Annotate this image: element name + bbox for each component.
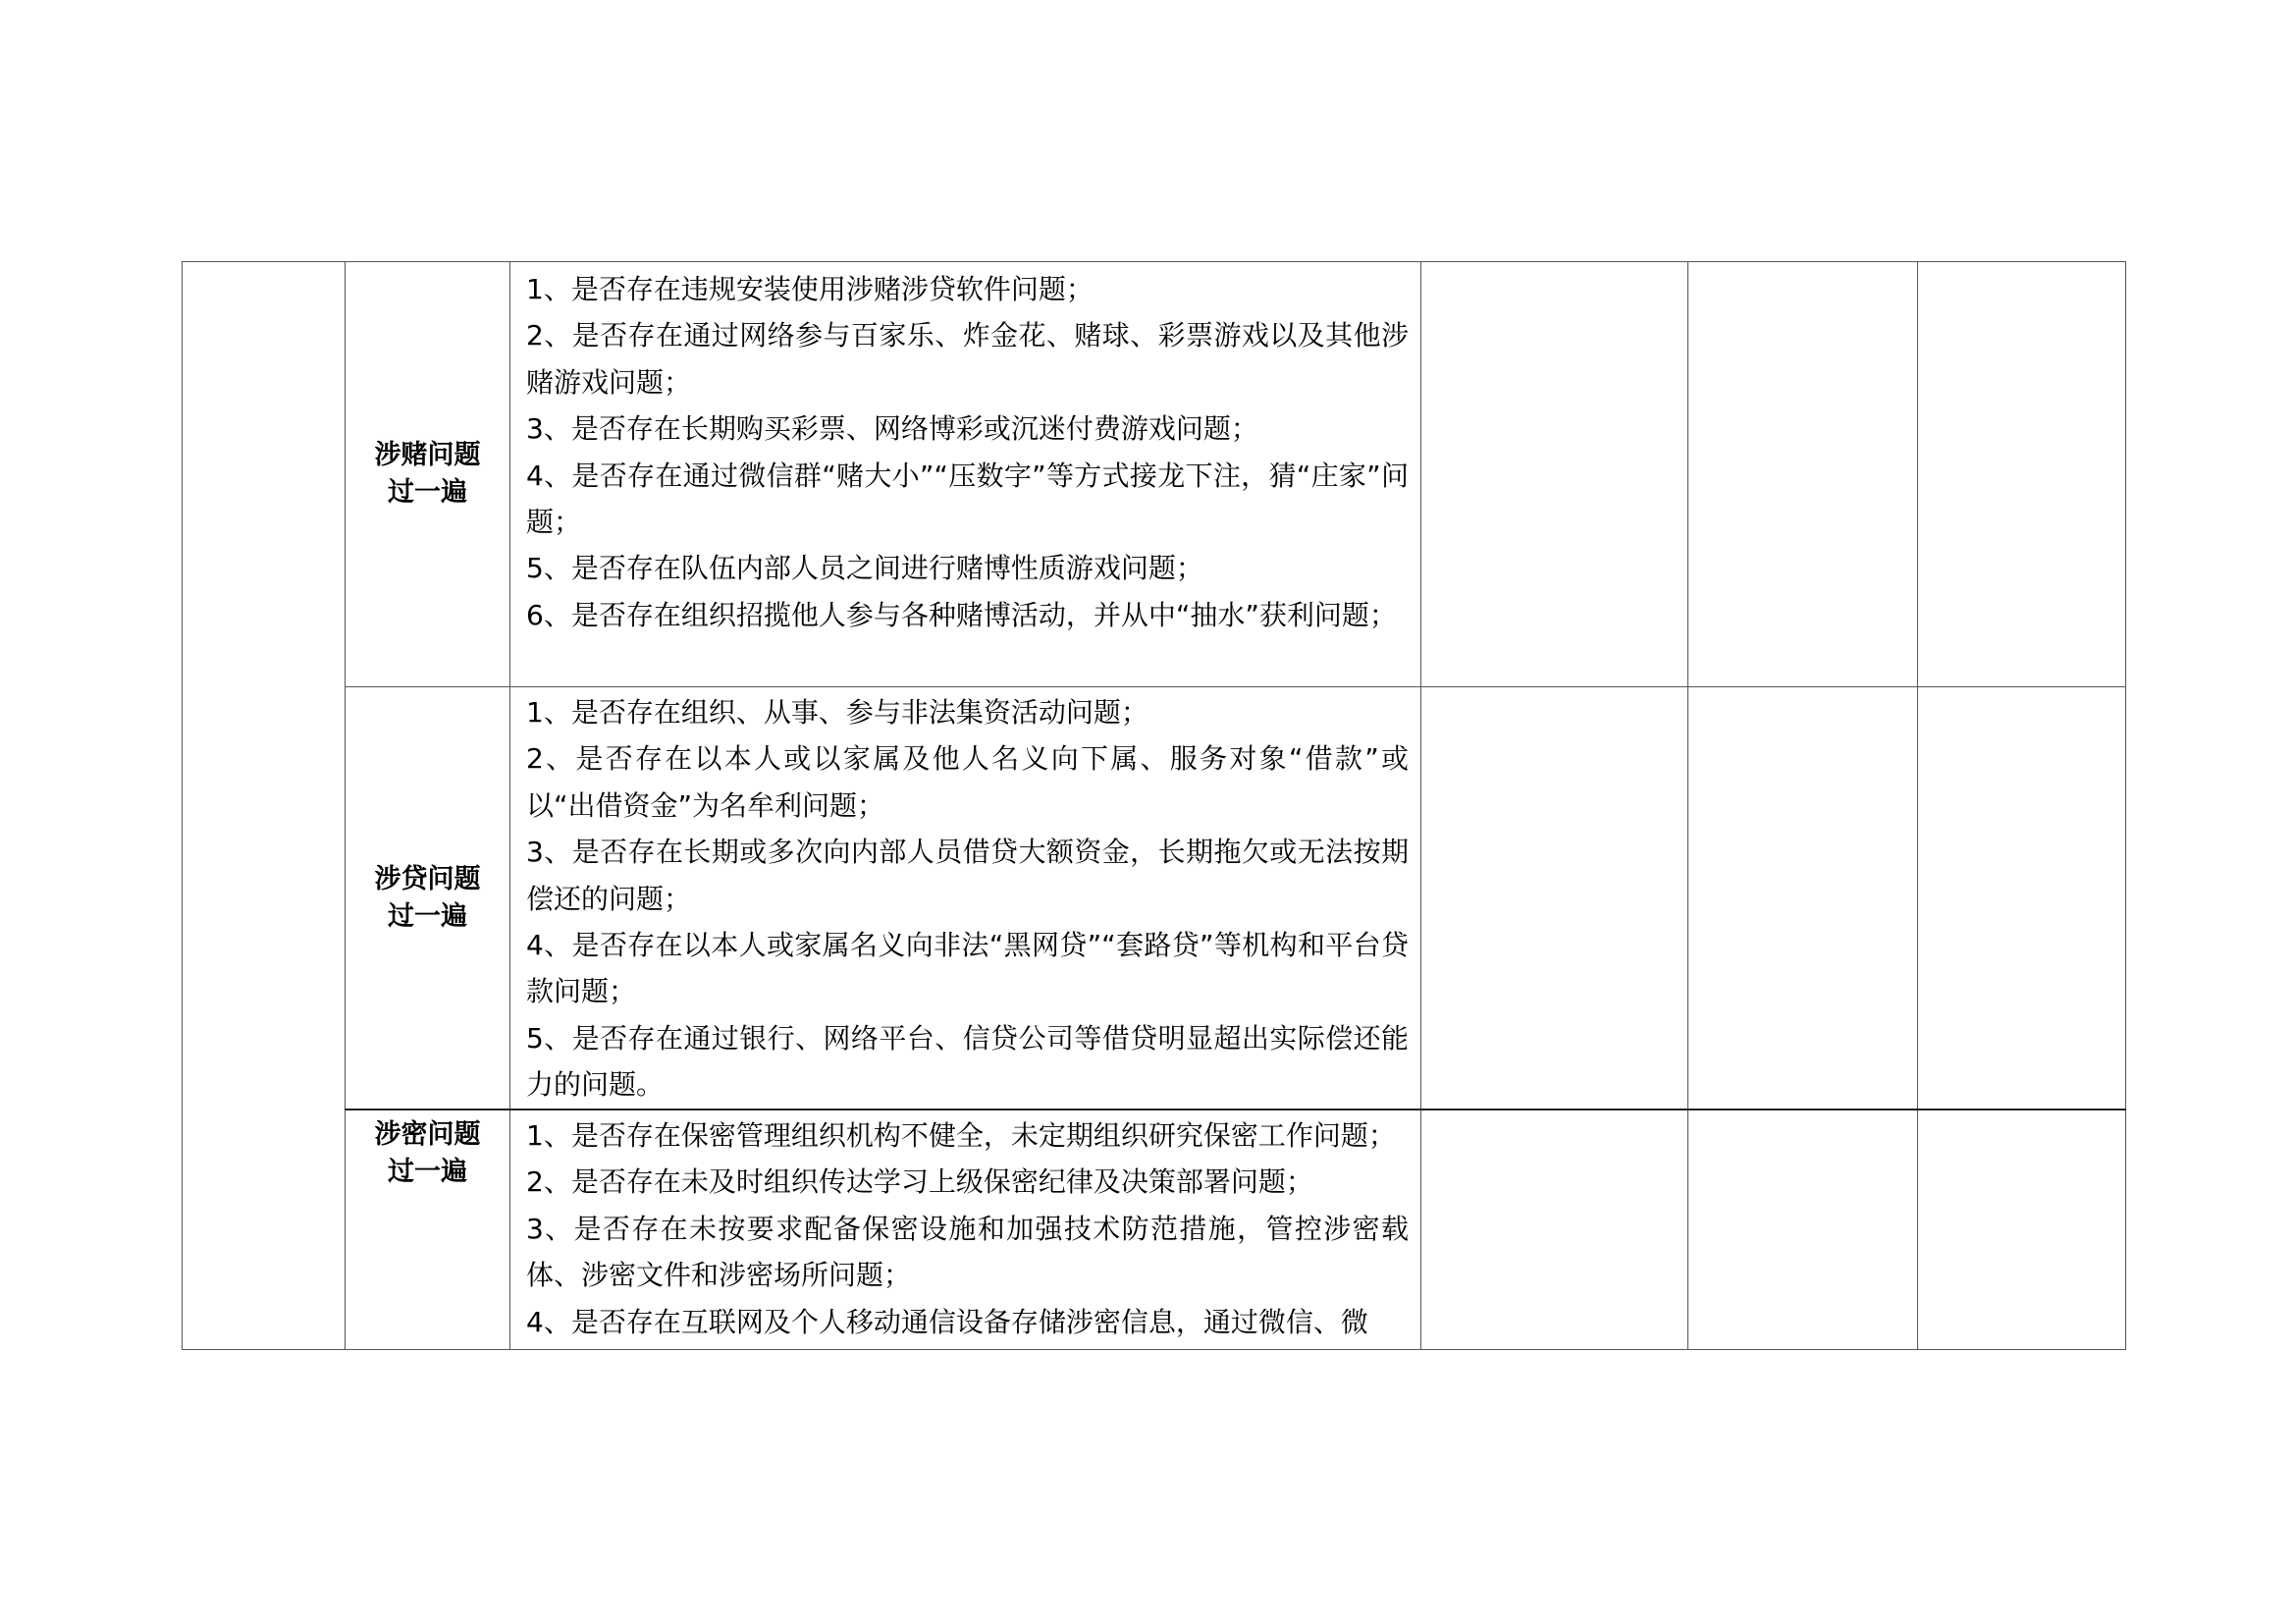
empty-cell: [1688, 687, 1918, 1110]
category-label: 涉密问题: [374, 1119, 481, 1150]
empty-cell: [1421, 687, 1688, 1110]
category-sublabel: 过一遍: [388, 900, 467, 932]
category-sublabel: 过一遍: [388, 477, 467, 508]
items-cell-loans: [510, 687, 1421, 1110]
list-item: 3、是否存在未按要求配备保密设施和加强技术防范措施，管控涉密载体、涉密文件和涉密场所问题；: [526, 1212, 1409, 1292]
list-item: 4、是否存在互联网及个人移动通信设备存储涉密信息，通过微信、微: [526, 1305, 1368, 1338]
list-item: 1、是否存在保密管理组织机构不健全，未定期组织研究保密工作问题；: [526, 1119, 1396, 1152]
empty-cell: [1421, 1110, 1688, 1350]
table-row-gambling: [183, 262, 2126, 687]
list-item: 2、是否存在通过网络参与百家乐、炸金花、赌球、彩票游戏以及其他涉赌游戏问题；: [526, 319, 1409, 399]
empty-cell: [1918, 1110, 2126, 1350]
items-cell-gambling: [510, 262, 1421, 687]
category-cell-secrets: [346, 1110, 510, 1350]
empty-cell: [1918, 262, 2126, 687]
list-item: 1、是否存在违规安装使用涉赌涉贷软件问题；: [526, 273, 1094, 305]
list-item: 3、是否存在长期或多次向内部人员借贷大额资金，长期拖欠或无法按期偿还的问题；: [526, 836, 1409, 915]
list-item: 6、是否存在组织招揽他人参与各种赌博活动，并从中“抽水”获利问题；: [526, 598, 1397, 631]
items-cell-secrets: [510, 1110, 1421, 1350]
list-item: 2、是否存在以本人或以家属及他人名义向下属、服务对象“借款”或以“出借资金”为名牟利问题；: [526, 742, 1409, 822]
list-item: 4、是否存在以本人或家属名义向非法“黑网贷”“套路贷”等机构和平台贷款问题；: [526, 929, 1409, 1008]
empty-cell: [1688, 262, 1918, 687]
table-row-secrets: [183, 1110, 2126, 1350]
list-item: 5、是否存在通过银行、网络平台、信贷公司等借贷明显超出实际偿还能力的问题。: [526, 1021, 1409, 1102]
list-item: 2、是否存在未及时组织传达学习上级保密纪律及决策部署问题；: [526, 1165, 1313, 1199]
empty-cell: [1421, 262, 1688, 687]
category-label: 涉赌问题: [374, 440, 481, 470]
category-cell-loans: [346, 687, 510, 1110]
empty-cell: [1688, 1110, 1918, 1350]
checklist-table: [182, 261, 2126, 1350]
category-cell-gambling: [346, 262, 510, 687]
empty-cell: [1918, 687, 2126, 1110]
table-row-loans: [183, 687, 2126, 1110]
list-item: 5、是否存在队伍内部人员之间进行赌博性质游戏问题；: [526, 552, 1203, 585]
category-label: 涉贷问题: [374, 863, 481, 894]
merged-first-column-cell: [183, 262, 346, 1350]
list-item: 3、是否存在长期购买彩票、网络博彩或沉迷付费游戏问题；: [526, 412, 1258, 446]
list-item: 4、是否存在通过微信群“赌大小”“压数字”等方式接龙下注，猜“庄家”问题；: [526, 459, 1409, 539]
list-item: 1、是否存在组织、从事、参与非法集资活动问题；: [526, 696, 1148, 729]
category-sublabel: 过一遍: [388, 1157, 467, 1187]
